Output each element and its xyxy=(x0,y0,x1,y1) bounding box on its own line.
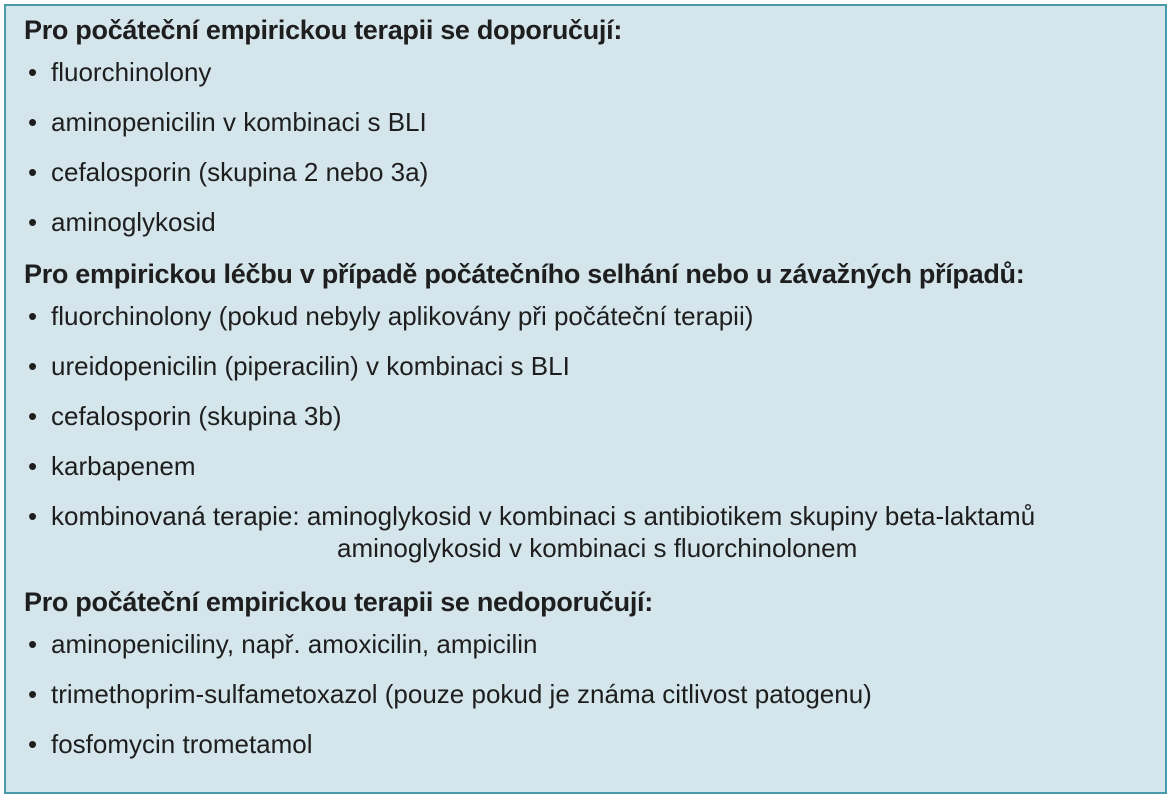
list-item-text: cefalosporin (skupina 3b) xyxy=(51,401,342,431)
recommendation-box xyxy=(4,4,1167,794)
bullet-icon: • xyxy=(28,729,38,759)
list-item-text: fosfomycin trometamol xyxy=(51,729,313,759)
combined-therapy-line-1: kombinovaná terapie: aminoglykosid v kombinaci s antibiotikem skupiny beta-laktamů xyxy=(51,501,1036,531)
bullet-icon: • xyxy=(28,207,38,237)
section-heading-recommended: Pro počáteční empirickou terapii se doporučují: xyxy=(24,15,623,45)
list-item xyxy=(24,400,1151,450)
list-item-text: cefalosporin (skupina 2 nebo 3a) xyxy=(51,157,429,187)
bullet-icon: • xyxy=(28,157,38,187)
bullet-icon: • xyxy=(28,679,38,709)
list-item xyxy=(24,56,1151,106)
bullet-icon: • xyxy=(28,301,38,331)
list-item-text: aminoglykosid xyxy=(51,207,216,237)
list-item xyxy=(24,628,1151,678)
bullet-icon: • xyxy=(28,629,38,659)
list-item-text: trimethoprim-sulfametoxazol (pouze pokud je známa citlivost patogenu) xyxy=(51,679,872,709)
list-item-text: karbapenem xyxy=(51,451,196,481)
list-item xyxy=(24,300,1151,350)
list-item xyxy=(24,678,1151,728)
list-item xyxy=(24,206,1151,256)
list-item xyxy=(24,450,1151,500)
bullet-icon: • xyxy=(28,351,38,381)
list-item xyxy=(24,156,1151,206)
list-item-text: ureidopenicilin (piperacilin) v kombinaci s BLI xyxy=(51,351,570,381)
bullet-icon: • xyxy=(28,401,38,431)
list-item-combined-therapy xyxy=(24,500,1151,584)
bullet-icon: • xyxy=(28,57,38,87)
bullet-icon: • xyxy=(28,501,38,531)
list-item-text: fluorchinolony xyxy=(51,57,212,87)
list-item-text: aminopenicilin v kombinaci s BLI xyxy=(51,107,427,137)
list-item-text: fluorchinolony (pokud nebyly aplikovány při počáteční terapii) xyxy=(51,301,754,331)
bullet-icon: • xyxy=(28,451,38,481)
list-item xyxy=(24,350,1151,400)
bullet-icon: • xyxy=(28,107,38,137)
section-heading-not-recommended: Pro počáteční empirickou terapii se nedoporučují: xyxy=(24,587,653,617)
list-item xyxy=(24,728,1151,778)
combined-therapy-line-2: aminoglykosid v kombinaci s fluorchinolonem xyxy=(337,533,858,563)
section-heading-failure-or-severe: Pro empirickou léčbu v případě počátečního selhání nebo u závažných případů: xyxy=(24,259,1025,289)
list-item xyxy=(24,106,1151,156)
list-item-text: aminopeniciliny, např. amoxicilin, ampicilin xyxy=(51,629,538,659)
